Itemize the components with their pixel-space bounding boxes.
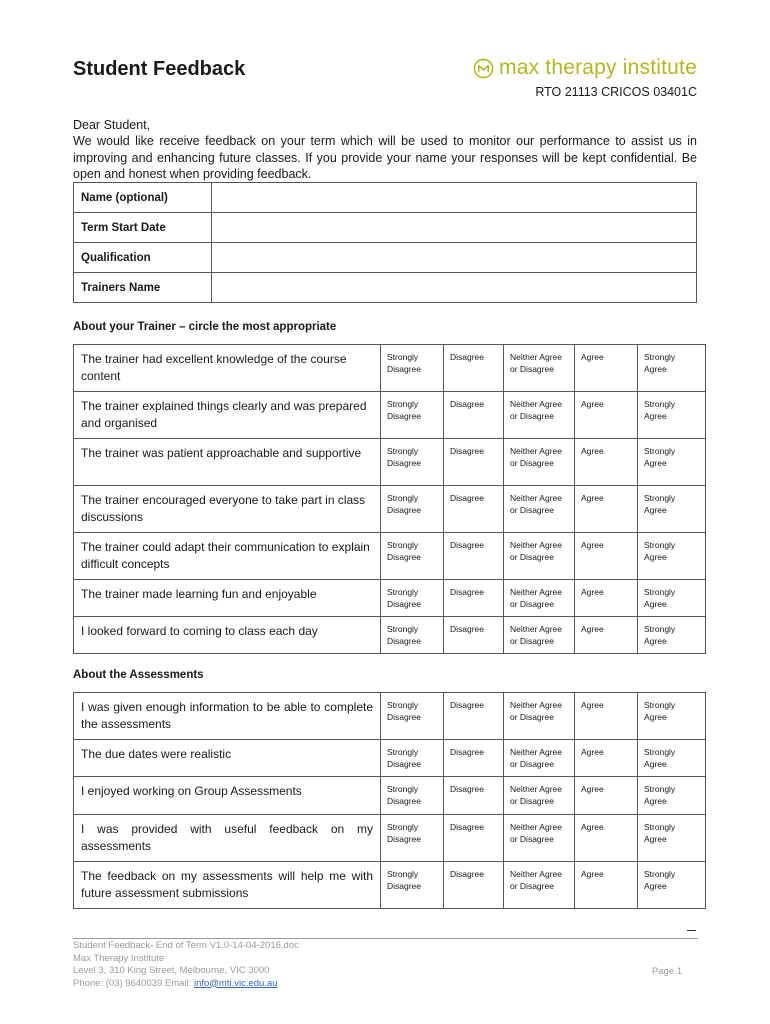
rating-option-label: Strongly [387, 747, 419, 757]
rating-option-label: Disagree [450, 493, 485, 503]
rating-option-label: Strongly [644, 822, 676, 832]
rating-option-label: Agree [644, 410, 667, 421]
trainers-name-field[interactable] [212, 273, 697, 303]
name-field[interactable] [212, 183, 697, 213]
rating-option-label: Strongly [644, 399, 676, 409]
rating-option[interactable] [381, 740, 444, 777]
rating-option[interactable] [444, 617, 504, 654]
rating-option[interactable] [638, 617, 706, 654]
page-title: Student Feedback [73, 58, 246, 80]
rating-option-label: Agree [581, 446, 604, 456]
rating-option-label: Disagree [387, 880, 422, 891]
rating-option-label: Disagree [450, 540, 485, 550]
intro-paragraph: We would like receive feedback on your term which will be used to monitor our performance to assist us in improving and enhancing future classes. If you provide your name your responses will be kept confidential. Be open and honest when providing feedback. [73, 134, 697, 181]
footer-doc-name: Student Feedback- End of Term V1.0-14-04-2016.doc [73, 940, 299, 951]
rating-option-label: Disagree [450, 700, 485, 710]
salutation: Dear Student, [73, 118, 151, 132]
survey-row [74, 533, 706, 580]
rating-option[interactable] [638, 345, 706, 392]
survey-statement: I looked forward to coming to class each day [74, 617, 381, 654]
rating-option[interactable] [504, 345, 575, 392]
rating-option-label: Neither Agree [510, 587, 562, 597]
rating-option[interactable] [575, 392, 638, 439]
rating-option-label: Neither Agree [510, 493, 562, 503]
rating-option-label: Disagree [450, 822, 485, 832]
rating-option-label: Disagree [450, 784, 485, 794]
rating-option[interactable] [638, 740, 706, 777]
rating-option-label: Neither Agree [510, 700, 562, 710]
rating-option[interactable] [504, 486, 575, 533]
rating-option-label: Agree [581, 493, 604, 503]
rating-option-label: Strongly [644, 352, 676, 362]
rating-option[interactable] [381, 533, 444, 580]
rating-option-label: Agree [581, 869, 604, 879]
rating-option-label: Disagree [387, 410, 422, 421]
rating-option[interactable] [504, 815, 575, 862]
rating-option-label: Agree [581, 700, 604, 710]
rating-option-label: or Disagree [510, 711, 554, 722]
rating-option-label: Disagree [450, 352, 485, 362]
info-row [74, 243, 697, 273]
rating-option-label: or Disagree [510, 598, 554, 609]
rating-option-label: Strongly [387, 700, 419, 710]
survey-statement: The trainer could adapt their communication to explain difficult concepts [74, 533, 381, 580]
rating-option-label: Disagree [450, 446, 485, 456]
rating-option[interactable] [444, 580, 504, 617]
rating-option-label: Agree [644, 551, 667, 562]
rating-option-label: Disagree [387, 363, 422, 374]
rating-option-label: Strongly [644, 784, 676, 794]
rating-option[interactable] [575, 740, 638, 777]
logo-text: max therapy institute [499, 56, 697, 79]
rating-option[interactable] [575, 617, 638, 654]
survey-row [74, 777, 706, 815]
survey-row [74, 392, 706, 439]
rating-option-label: Neither Agree [510, 352, 562, 362]
rating-option[interactable] [444, 777, 504, 815]
rating-option-label: Agree [581, 587, 604, 597]
rating-option[interactable] [504, 777, 575, 815]
footer-org: Max Therapy Institute [73, 952, 165, 964]
rating-option-label: Agree [644, 711, 667, 722]
rating-option[interactable] [504, 439, 575, 486]
rating-option[interactable] [638, 486, 706, 533]
rating-option-label: Agree [581, 747, 604, 757]
rating-option-label: Agree [581, 399, 604, 409]
rating-option[interactable] [638, 693, 706, 740]
rating-option-label: or Disagree [510, 457, 554, 468]
rating-option-label: Strongly [387, 493, 419, 503]
rating-option-label: Strongly [644, 700, 676, 710]
rto-number: RTO 21113 CRICOS 03401C [535, 85, 697, 99]
rating-option-label: Strongly [387, 822, 419, 832]
rating-option[interactable] [381, 580, 444, 617]
rating-option[interactable] [444, 392, 504, 439]
rating-option-label: Strongly [644, 587, 676, 597]
footer-divider [73, 938, 698, 939]
rating-option-label: Agree [581, 352, 604, 362]
rating-option-label: Disagree [387, 457, 422, 468]
rating-option[interactable] [504, 740, 575, 777]
rating-option[interactable] [504, 693, 575, 740]
rating-option-label: Agree [581, 540, 604, 550]
rating-option-label: or Disagree [510, 795, 554, 806]
rating-option[interactable] [444, 740, 504, 777]
rating-option[interactable] [638, 439, 706, 486]
rating-option-label: Agree [644, 363, 667, 374]
footer-phone: Phone: (03) 9640039 Email: [73, 977, 194, 989]
survey-row [74, 740, 706, 777]
survey-statement: The trainer had excellent knowledge of the course content [74, 345, 381, 392]
rating-option[interactable] [638, 815, 706, 862]
rating-option-label: Agree [644, 880, 667, 891]
term-start-date-field[interactable] [212, 213, 697, 243]
rating-option-label: Strongly [387, 540, 419, 550]
rating-option-label: Agree [644, 833, 667, 844]
rating-option[interactable] [575, 580, 638, 617]
trainer-section-heading: About your Trainer – circle the most appropriate [73, 321, 337, 333]
rating-option-label: Strongly [387, 352, 419, 362]
rating-option-label: Neither Agree [510, 747, 562, 757]
footer-address: Level 3, 310 King Street, Melbourne, VIC 3000 [73, 965, 270, 976]
survey-statement: I was given enough information to be able to complete the assessments [74, 693, 381, 740]
info-label: Term Start Date [74, 213, 212, 243]
rating-option-label: Disagree [450, 624, 485, 634]
survey-statement: The feedback on my assessments will help me with future assessment submissions [74, 862, 381, 909]
rating-option[interactable] [504, 533, 575, 580]
rating-option-label: Neither Agree [510, 399, 562, 409]
rating-option-label: Disagree [387, 551, 422, 562]
qualification-field[interactable] [212, 243, 697, 273]
rating-option-label: Agree [644, 635, 667, 646]
rating-option[interactable] [381, 345, 444, 392]
rating-option[interactable] [381, 862, 444, 909]
rating-option-label: Strongly [387, 399, 419, 409]
rating-option-label: Agree [644, 504, 667, 515]
rating-option[interactable] [638, 392, 706, 439]
logo-mark-icon [473, 58, 494, 79]
survey-statement: I was provided with useful feedback on my assessments [74, 815, 381, 862]
student-info-table [73, 182, 697, 303]
rating-option[interactable] [381, 439, 444, 486]
rating-option-label: Disagree [450, 399, 485, 409]
rating-option-label: Disagree [387, 795, 422, 806]
survey-row [74, 693, 706, 740]
survey-row [74, 815, 706, 862]
info-row [74, 213, 697, 243]
rating-option-label: Disagree [387, 711, 422, 722]
rating-option-label: Strongly [387, 587, 419, 597]
rating-option-label: Strongly [387, 869, 419, 879]
rating-option[interactable] [638, 777, 706, 815]
rating-option[interactable] [638, 533, 706, 580]
survey-statement: The trainer encouraged everyone to take part in class discussions [74, 486, 381, 533]
rating-option-label: Agree [581, 784, 604, 794]
rating-option-label: Strongly [387, 784, 419, 794]
assessment-survey-table [73, 692, 706, 909]
rating-option-label: or Disagree [510, 758, 554, 769]
rating-option-label: Strongly [387, 446, 419, 456]
rating-option-label: Strongly [644, 869, 676, 879]
info-row [74, 183, 697, 213]
rating-option-label: Strongly [644, 540, 676, 550]
rating-option[interactable] [575, 486, 638, 533]
rating-option-label: Strongly [644, 624, 676, 634]
rating-option-label: or Disagree [510, 551, 554, 562]
rating-option[interactable] [575, 533, 638, 580]
rating-option[interactable] [381, 486, 444, 533]
rating-option-label: or Disagree [510, 880, 554, 891]
rating-option-label: Disagree [387, 504, 422, 515]
rating-option[interactable] [381, 617, 444, 654]
survey-row [74, 617, 706, 654]
rating-option[interactable] [575, 777, 638, 815]
survey-row [74, 345, 706, 392]
footer-email-link[interactable]: info@mti.vic.edu.au [193, 977, 278, 989]
rating-option-label: Disagree [387, 598, 422, 609]
survey-statement: I enjoyed working on Group Assessments [74, 777, 381, 815]
footer-dash [687, 930, 696, 931]
rating-option[interactable] [504, 392, 575, 439]
info-label: Qualification [74, 243, 212, 273]
rating-option-label: Strongly [644, 747, 676, 757]
rating-option-label: Neither Agree [510, 446, 562, 456]
rating-option[interactable] [381, 693, 444, 740]
rating-option[interactable] [504, 617, 575, 654]
survey-row [74, 486, 706, 533]
rating-option-label: Neither Agree [510, 869, 562, 879]
rating-option-label: Neither Agree [510, 822, 562, 832]
rating-option-label: Disagree [387, 758, 422, 769]
rating-option-label: Neither Agree [510, 540, 562, 550]
rating-option[interactable] [575, 862, 638, 909]
rating-option[interactable] [381, 392, 444, 439]
rating-option[interactable] [444, 533, 504, 580]
rating-option[interactable] [381, 815, 444, 862]
rating-option-label: Agree [581, 822, 604, 832]
rating-option[interactable] [638, 580, 706, 617]
rating-option[interactable] [575, 693, 638, 740]
rating-option[interactable] [444, 862, 504, 909]
rating-option[interactable] [381, 777, 444, 815]
footer-contact [73, 978, 299, 991]
rating-option-label: or Disagree [510, 635, 554, 646]
rating-option-label: Disagree [450, 587, 485, 597]
rating-option[interactable] [575, 345, 638, 392]
rating-option[interactable] [444, 815, 504, 862]
info-label: Trainers Name [74, 273, 212, 303]
footer [73, 940, 299, 990]
rating-option[interactable] [575, 439, 638, 486]
logo [473, 56, 697, 80]
rating-option-label: Agree [581, 624, 604, 634]
survey-statement: The trainer was patient approachable and supportive [74, 439, 381, 486]
rating-option-label: or Disagree [510, 410, 554, 421]
rating-option-label: Disagree [387, 833, 422, 844]
rating-option-label: Neither Agree [510, 624, 562, 634]
rating-option[interactable] [504, 862, 575, 909]
rating-option-label: or Disagree [510, 833, 554, 844]
rating-option[interactable] [504, 580, 575, 617]
page-number: Page 1 [652, 966, 683, 977]
rating-option[interactable] [638, 862, 706, 909]
rating-option[interactable] [575, 815, 638, 862]
rating-option-label: Agree [644, 598, 667, 609]
survey-statement: The trainer explained things clearly and was prepared and organised [74, 392, 381, 439]
survey-row [74, 439, 706, 486]
rating-option-label: Neither Agree [510, 784, 562, 794]
rating-option-label: Disagree [450, 747, 485, 757]
survey-statement: The due dates were realistic [74, 740, 381, 777]
rating-option[interactable] [444, 439, 504, 486]
rating-option-label: or Disagree [510, 504, 554, 515]
rating-option[interactable] [444, 345, 504, 392]
rating-option-label: Agree [644, 795, 667, 806]
rating-option-label: Strongly [387, 624, 419, 634]
rating-option-label: Disagree [387, 635, 422, 646]
survey-row [74, 580, 706, 617]
rating-option[interactable] [444, 693, 504, 740]
rating-option-label: Agree [644, 758, 667, 769]
info-row [74, 273, 697, 303]
trainer-survey-table [73, 344, 706, 654]
survey-statement: The trainer made learning fun and enjoyable [74, 580, 381, 617]
rating-option-label: Strongly [644, 493, 676, 503]
assessment-section-heading: About the Assessments [73, 669, 204, 681]
rating-option-label: Agree [644, 457, 667, 468]
rating-option[interactable] [444, 486, 504, 533]
survey-row [74, 862, 706, 909]
rating-option-label: Strongly [644, 446, 676, 456]
rating-option-label: Disagree [450, 869, 485, 879]
rating-option-label: or Disagree [510, 363, 554, 374]
info-label: Name (optional) [74, 183, 212, 213]
